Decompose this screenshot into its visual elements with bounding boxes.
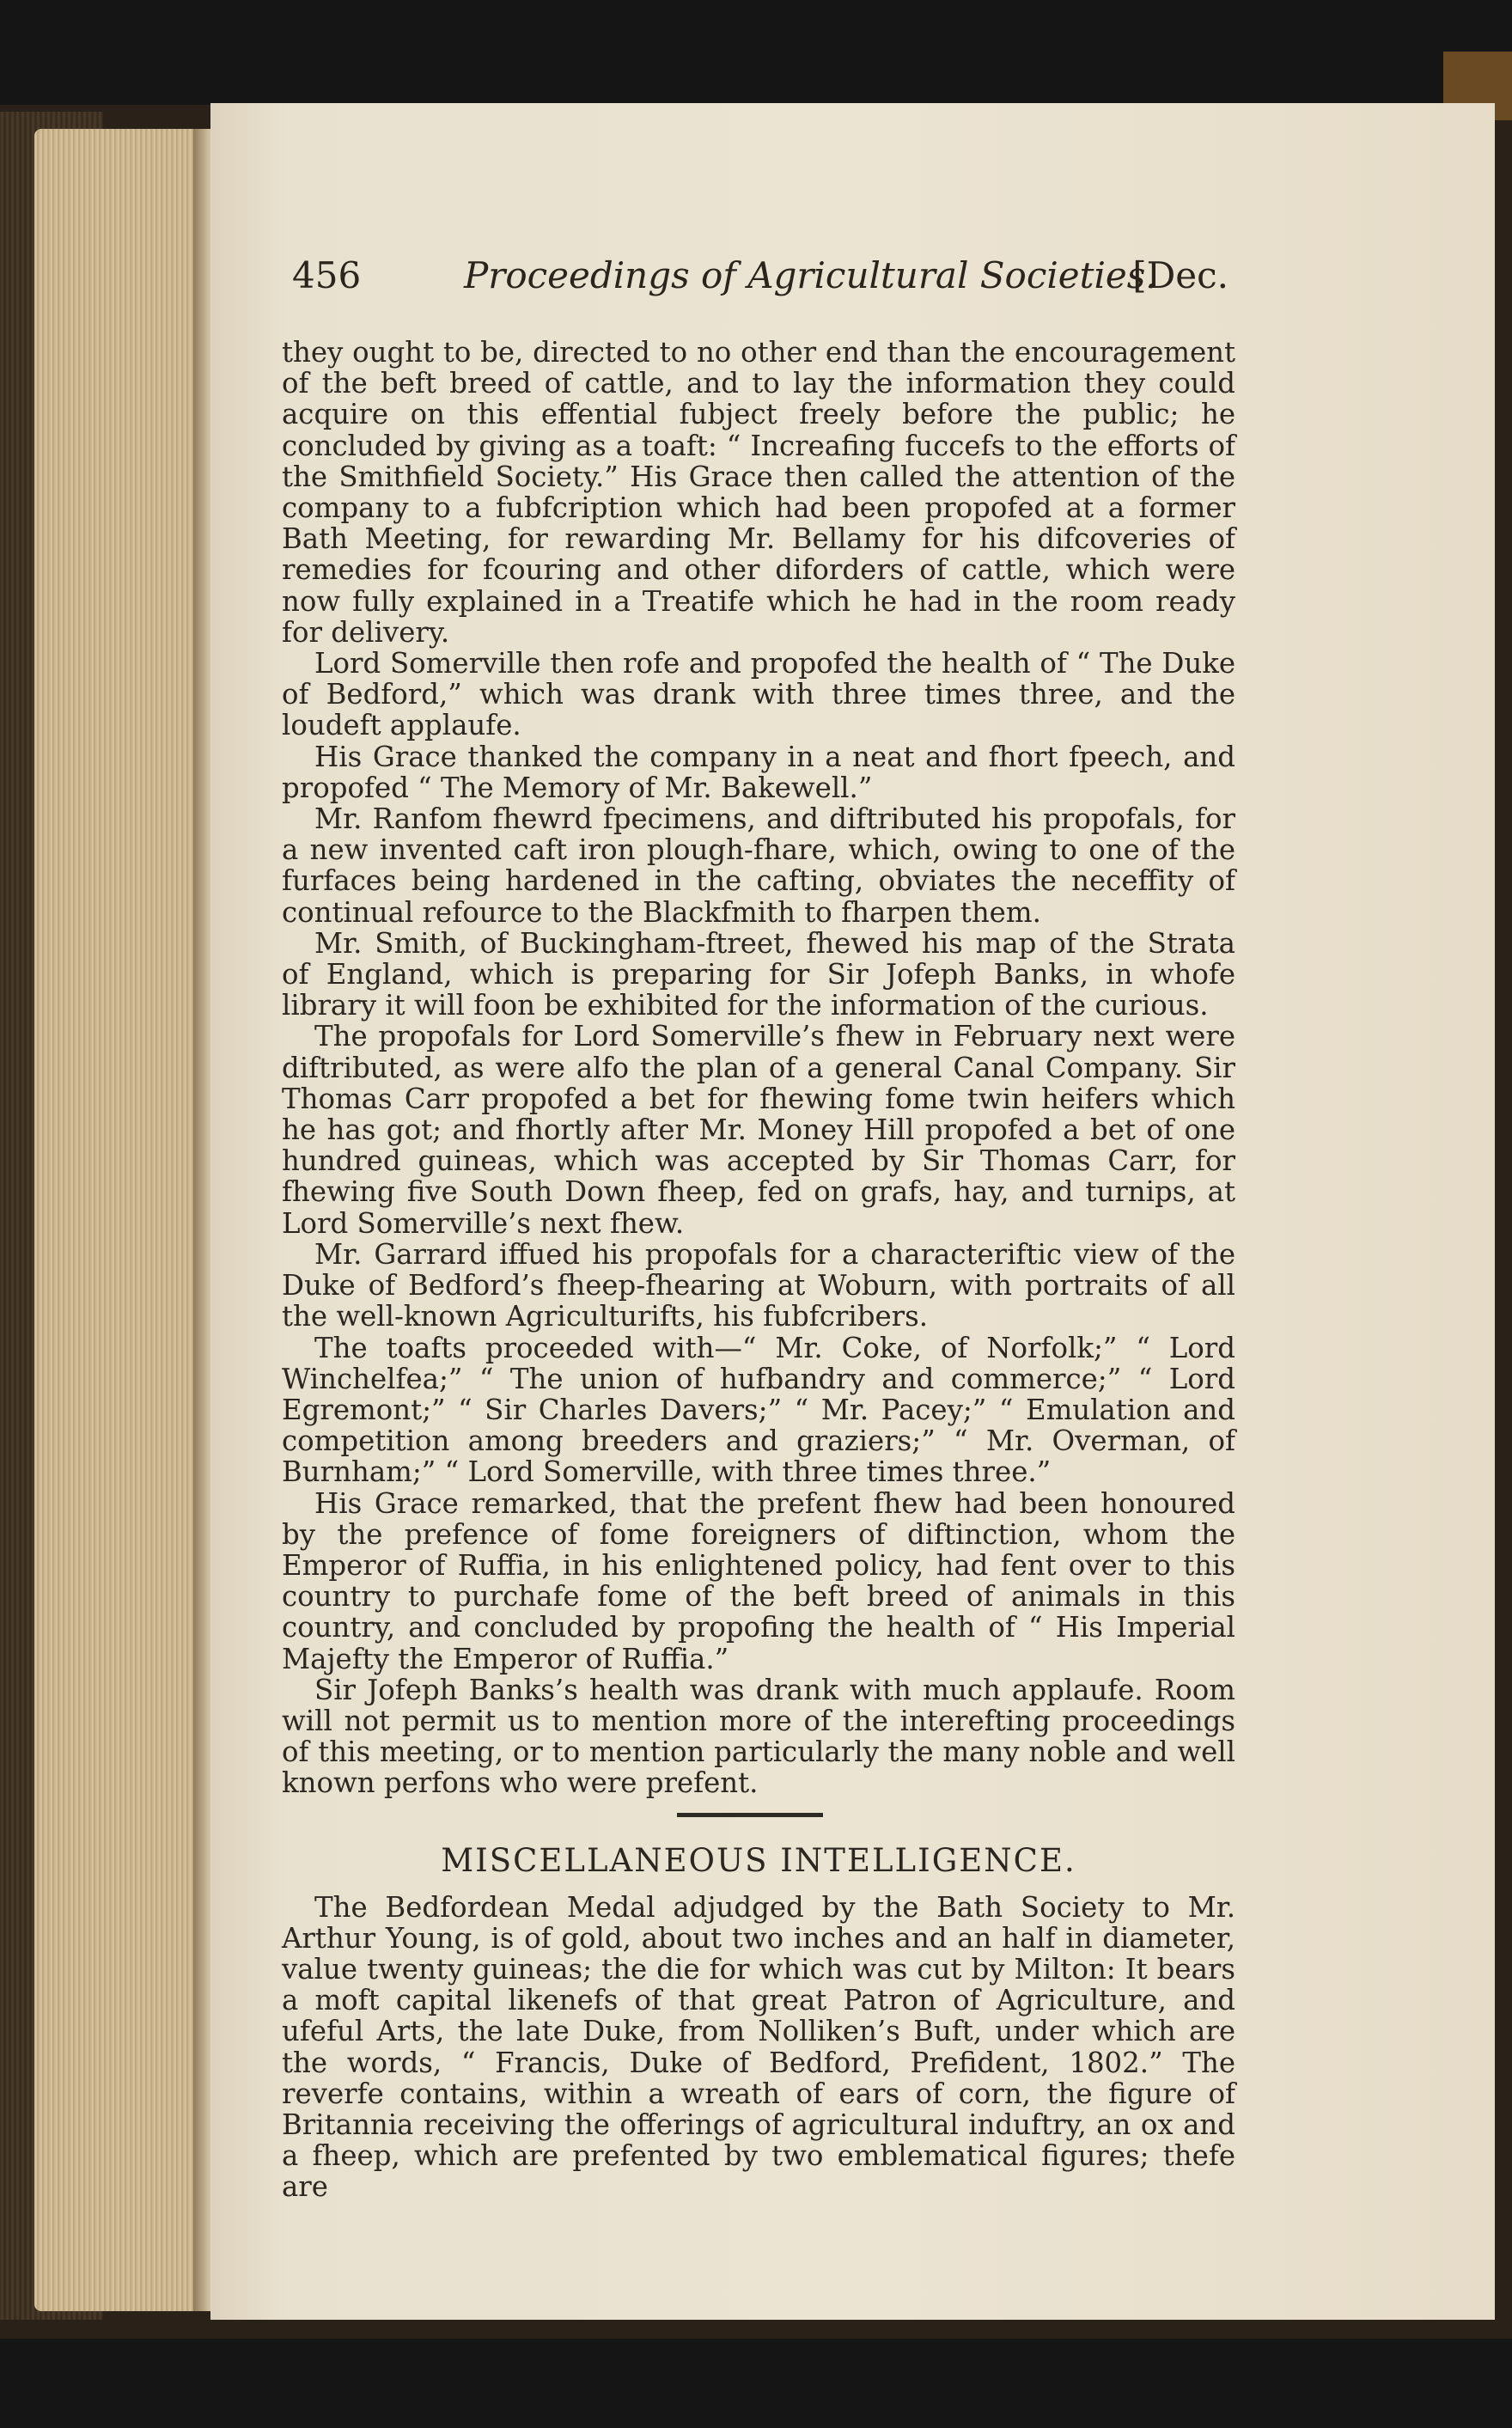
paragraph: The toafts proceeded with—“ Mr. Coke, of Norfolk;” “ Lord Winchelfea;” “ The union of hufbandry and commerce;” “ Lord Egremont;” “ Sir Charles Davers;” “ Mr. Pacey;” “ Emulation and competition among breeders and graziers;” “ Mr. Overman, of Burnham;” “ Lord Somerville, with three times three.” bbox=[282, 1331, 1235, 1489]
running-head bbox=[292, 254, 1228, 306]
section-heading: MISCELLANEOUS INTELLIGENCE. bbox=[441, 1841, 1076, 1879]
section-divider bbox=[282, 1799, 1235, 1835]
paragraph: Mr. Smith, of Buckingham-ftreet, fhewed his map of the Strata of England, which is preparing for Sir Jofeph Banks, in whofe library it will foon be exhibited for the information of the curious. bbox=[282, 926, 1235, 1022]
page-stack bbox=[34, 129, 206, 2311]
running-title: Proceedings of Agricultural Societies. bbox=[464, 254, 1157, 296]
paragraph: Sir Jofeph Banks’s health was drank with much applaufe. Room will not permit us to mention more of the interefting proceedings of this meeting, or to mention particularly the many noble and well known perfons who were prefent. bbox=[282, 1673, 1235, 1800]
divider-rule bbox=[677, 1813, 823, 1817]
page-number: 456 bbox=[292, 254, 362, 296]
paragraph: Mr. Ranfom fhewrd fpecimens, and diftributed his propofals, for a new invented caft iron plough-fhare, which, owing to one of the furfaces being hardened in the cafting, obviates the neceffity of continual refource to the Blackfmith to fharpen them. bbox=[282, 802, 1235, 929]
page-text bbox=[282, 337, 1235, 2203]
paragraph: His Grace remarked, that the prefent fhew had been honoured by the prefence of fome foreigners of diftinction, whom the Emperor of Ruffia, in his enlightened policy, had fent over to this country to purchafe fome of the beft breed of animals in this country, and concluded by propofing the health of “ His Imperial Majefty the Emperor of Ruffia.” bbox=[282, 1486, 1235, 1675]
paragraph: they ought to be, directed to no other end than the encouragement of the beft breed of cattle, and to lay the information they could acquire on this effential fubject freely before the public; he concluded by giving as a toaft: “ Increafing fuccefs to the efforts of the Smithfield Society.” His Grace then called the attention of the company to a fubfcription which had been propofed at a former Bath Meeting, for rewarding Mr. Bellamy for his difcoveries of remedies for fcouring and other diforders of cattle, which were now fully explained in a Treatife which he had in the room ready for delivery. bbox=[282, 336, 1235, 649]
paragraph: The propofals for Lord Somerville’s fhew in February next were diftributed, as were alfo the plan of a general Canal Company. Sir Thomas Carr propofed a bet for fhewing fome twin heifers which he has got; and fhortly after Mr. Money Hill propofed a bet of one hundred guineas, which was accepted by Sir Thomas Carr, for fhewing five South Down fheep, fed on grafs, hay, and turnips, at Lord Somerville’s next fhew. bbox=[282, 1020, 1235, 1240]
paragraph: His Grace thanked the company in a neat and fhort fpeech, and propofed “ The Memory of Mr. Bakewell.” bbox=[282, 740, 1235, 804]
paragraph: Lord Somerville then rofe and propofed the health of “ The Duke of Bedford,” which was drank with three times three, and the loudeft applaufe. bbox=[282, 647, 1235, 742]
paragraph: Mr. Garrard iffued his propofals for a characteriftic view of the Duke of Bedford’s fheep-fhearing at Woburn, with portraits of all the well-known Agriculturifts, his fubfcribers. bbox=[282, 1237, 1235, 1333]
paragraph: The Bedfordean Medal adjudged by the Bath Society to Mr. Arthur Young, is of gold, about two inches and an half in diameter, value twenty guineas; the die for which was cut by Milton: It bears a moft capital likenefs of that great Patron of Agriculture, and ufeful Arts, the late Duke, from Nolliken’s Buft, under which are the words, “ Francis, Duke of Bedford, Prefident, 1802.” The reverfe contains, within a wreath of ears of corn, the figure of Britannia receiving the offerings of agricultural induftry, an ox and a fheep, which are prefented by two emblematical figures; thefe are bbox=[282, 1890, 1235, 2204]
running-month: [Dec. bbox=[1132, 254, 1228, 296]
